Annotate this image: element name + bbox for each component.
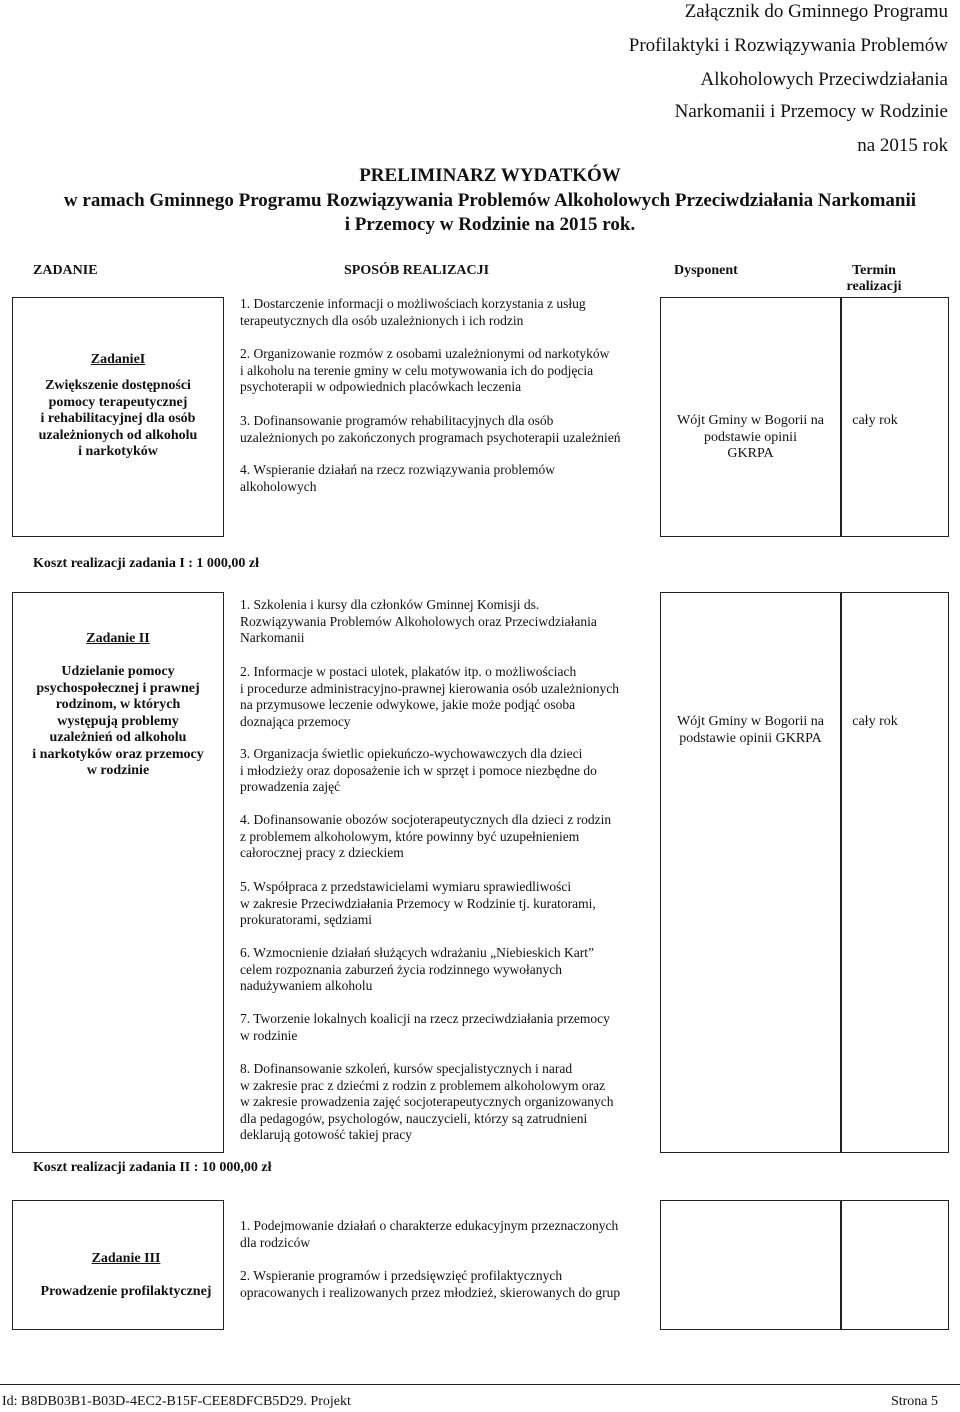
task2-desc-line: Udzielanie pomocy (61, 664, 175, 679)
item-line: 2. Wspieranie programów i przedsięwzięć profilaktycznych (240, 1268, 563, 1283)
item-line: całorocznej pracy z dzieckiem (240, 845, 404, 861)
footer-divider (0, 1384, 960, 1385)
item-line: na przymusowe leczenie odwykowe, jakie może podjąć osoba (240, 697, 576, 713)
task2-dysponent (660, 714, 841, 747)
task2-description (12, 664, 224, 780)
task2-dysponent-cell (660, 592, 841, 1153)
task2-desc-line: w rodzinie (86, 763, 150, 778)
task1-desc-line: pomocy terapeutycznej (48, 394, 188, 410)
task2-item-4 (240, 812, 611, 862)
task2-desc-line: uzależnień od alkoholu (49, 730, 187, 745)
task1-desc-line: uzależnionych od alkoholu (38, 427, 198, 443)
annex-line-4: Narkomanii i Przemocy w Rodzinie (674, 101, 948, 122)
footer-page-number: Strona 5 (890, 1394, 938, 1409)
task1-cost: Koszt realizacji zadania I : 1 000,00 zł (33, 556, 260, 571)
task1-termin: cały rok (852, 413, 898, 428)
dysponent-line: podstawie opinii (704, 429, 797, 445)
item-line: alkoholowych (240, 478, 317, 494)
task3-item-2 (240, 1268, 620, 1301)
item-line: 2. Informacje w postaci ulotek, plakatów itp. o możliwościach (240, 664, 577, 679)
document-title: PRELIMINARZ WYDATKÓW (359, 165, 621, 186)
item-line: w zakresie prowadzenia zajęć socjoterapeutycznych organizowanych (240, 1094, 614, 1110)
task1-desc-line: Zwiększenie dostępności (45, 378, 191, 393)
footer-document-id: Id: B8DB03B1-B03D-4EC2-B15F-CEE8DFCB5D29. Projekt (2, 1394, 351, 1409)
task2-cost: Koszt realizacji zadania II : 10 000,00 zł (33, 1160, 272, 1175)
task2-item-2 (240, 664, 619, 730)
item-line: 3. Dofinansowanie programów rehabilitacyjnych dla osób (240, 413, 554, 428)
task3-description (12, 1284, 240, 1301)
item-line: i młodzieży oraz doposażenie ich w sprzęt i pomoce niezbędne do (240, 762, 597, 778)
item-line: 1. Podejmowanie działań o charakterze edukacyjnym przeznaczonych (240, 1218, 619, 1233)
task2-termin-cell (841, 592, 949, 1153)
document-subtitle-2: i Przemocy w Rodzinie na 2015 rok. (344, 214, 636, 235)
dysponent-line: podstawie opinii GKRPA (679, 730, 822, 746)
item-line: z problemem alkoholowym, które powinny być uzupełnieniem (240, 828, 580, 844)
item-line: terapeutycznych dla osób uzależnionych i ich rodzin (240, 312, 524, 328)
item-line: w zakresie prac z dziećmi z rodzin z problemem alkoholowym oraz (240, 1077, 606, 1093)
header-termin: Termin (852, 263, 896, 278)
header-zadanie: ZADANIE (33, 263, 98, 278)
item-line: opracowanych i realizowanych przez młodzież, skierowanych do grup (240, 1284, 621, 1300)
task2-item-8 (240, 1061, 613, 1144)
item-line: w rodzinie (240, 1027, 298, 1043)
task1-title-text: ZadanieI (90, 352, 146, 367)
item-line: Narkomanii (240, 630, 305, 646)
item-line: 8. Dofinansowanie szkoleń, kursów specjalistycznych i narad (240, 1061, 573, 1076)
header-sposob: SPOSÓB REALIZACJI (344, 263, 490, 278)
task1-description (12, 378, 224, 461)
dysponent-line: Wójt Gminy w Bogorii na (677, 413, 824, 428)
item-line: celem rozpoznania zaburzeń życia rodzinnego wywołanych (240, 961, 562, 977)
task2-item-6 (240, 945, 594, 995)
task3-desc-line: Prowadzenie profilaktycznej (40, 1284, 212, 1299)
task2-item-3 (240, 746, 597, 796)
task2-desc-line: i narkotyków oraz przemocy (32, 746, 204, 762)
task2-desc-line: występują problemy (57, 713, 179, 729)
annex-line-5: na 2015 rok (857, 135, 948, 156)
task1-desc-line: i narkotyków (78, 444, 158, 459)
item-line: 4. Wspieranie działań na rzecz rozwiązywania problemów (240, 462, 555, 477)
task1-desc-line: i rehabilitacyjnej dla osób (40, 411, 196, 426)
task1-item-1 (240, 296, 586, 329)
task1-item-4 (240, 462, 555, 495)
dysponent-line: GKRPA (727, 446, 774, 461)
item-line: i procedurze administracyjno-prawnej kierowania osób uzależnionych (240, 680, 619, 696)
task2-title-text: Zadanie II (86, 631, 150, 646)
annex-line-2: Profilaktyki i Rozwiązywania Problemów (628, 35, 948, 56)
item-line: deklarują gotowość takiej pracy (240, 1127, 413, 1143)
task1-item-3 (240, 413, 620, 446)
task1-dysponent (660, 413, 841, 463)
task1-item-2 (240, 346, 609, 396)
item-line: 1. Dostarczenie informacji o możliwościach korzystania z usług (240, 296, 586, 311)
task2-desc-line: rodzinom, w których (55, 697, 181, 712)
item-line: dla rodziców (240, 1234, 311, 1250)
task2-termin: cały rok (852, 714, 898, 729)
document-subtitle-1: w ramach Gminnego Programu Rozwiązywania Problemów Alkoholowych Przeciwdziałania Narkomanii (63, 190, 917, 211)
item-line: 5. Współpraca z przedstawicielami wymiaru sprawiedliwości (240, 879, 572, 894)
task1-title (12, 352, 224, 369)
item-line: 4. Dofinansowanie obozów socjoterapeutycznych dla dzieci z rodzin (240, 812, 612, 827)
item-line: psychoterapii w odpowiednich placówkach leczenia (240, 379, 522, 395)
task3-title (12, 1251, 240, 1268)
task3-termin-cell (841, 1200, 949, 1330)
item-line: i alkoholu na terenie gminy w celu motywowania ich do podjęcia (240, 362, 594, 378)
task2-item-1 (240, 597, 597, 647)
item-line: prowadzenia zajęć (240, 779, 341, 795)
item-line: 2. Organizowanie rozmów z osobami uzależnionymi od narkotyków (240, 346, 610, 361)
task2-title (12, 631, 224, 648)
task3-dysponent-cell (660, 1200, 841, 1330)
annex-line-1: Załącznik do Gminnego Programu (684, 1, 948, 22)
item-line: Rozwiązywania Problemów Alkoholowych oraz Przeciwdziałania (240, 613, 597, 629)
task3-title-text: Zadanie III (91, 1251, 161, 1266)
task3-item-1 (240, 1218, 618, 1251)
item-line: uzależnionych po zakończonych programach psychoterapii uzależnień (240, 429, 621, 445)
item-line: w zakresie Przeciwdziałania Przemocy w Rodzinie tj. kuratorami, (240, 895, 596, 911)
task2-item-5 (240, 879, 596, 929)
header-realizacji: realizacji (846, 279, 902, 294)
item-line: nadużywaniem alkoholu (240, 978, 373, 994)
annex-line-3: Alkoholowych Przeciwdziałania (700, 69, 948, 90)
item-line: 1. Szkolenia i kursy dla członków Gminnej Komisji ds. (240, 597, 540, 612)
dysponent-line: Wójt Gminy w Bogorii na (677, 714, 824, 729)
item-line: dla pedagogów, psychologów, nauczycieli, którzy są zatrudnieni (240, 1110, 588, 1126)
task2-item-7 (240, 1011, 610, 1044)
header-dysponent: Dysponent (674, 263, 738, 278)
item-line: 3. Organizacja świetlic opiekuńczo-wychowawczych dla dzieci (240, 746, 583, 761)
item-line: 6. Wzmocnienie działań służących wdrażaniu „Niebieskich Kart” (240, 945, 594, 960)
task2-desc-line: psychospołecznej i prawnej (36, 680, 200, 696)
item-line: prokuratorami, sędziami (240, 912, 372, 928)
item-line: doznająca przemocy (240, 713, 351, 729)
item-line: 7. Tworzenie lokalnych koalicji na rzecz przeciwdziałania przemocy (240, 1011, 610, 1026)
